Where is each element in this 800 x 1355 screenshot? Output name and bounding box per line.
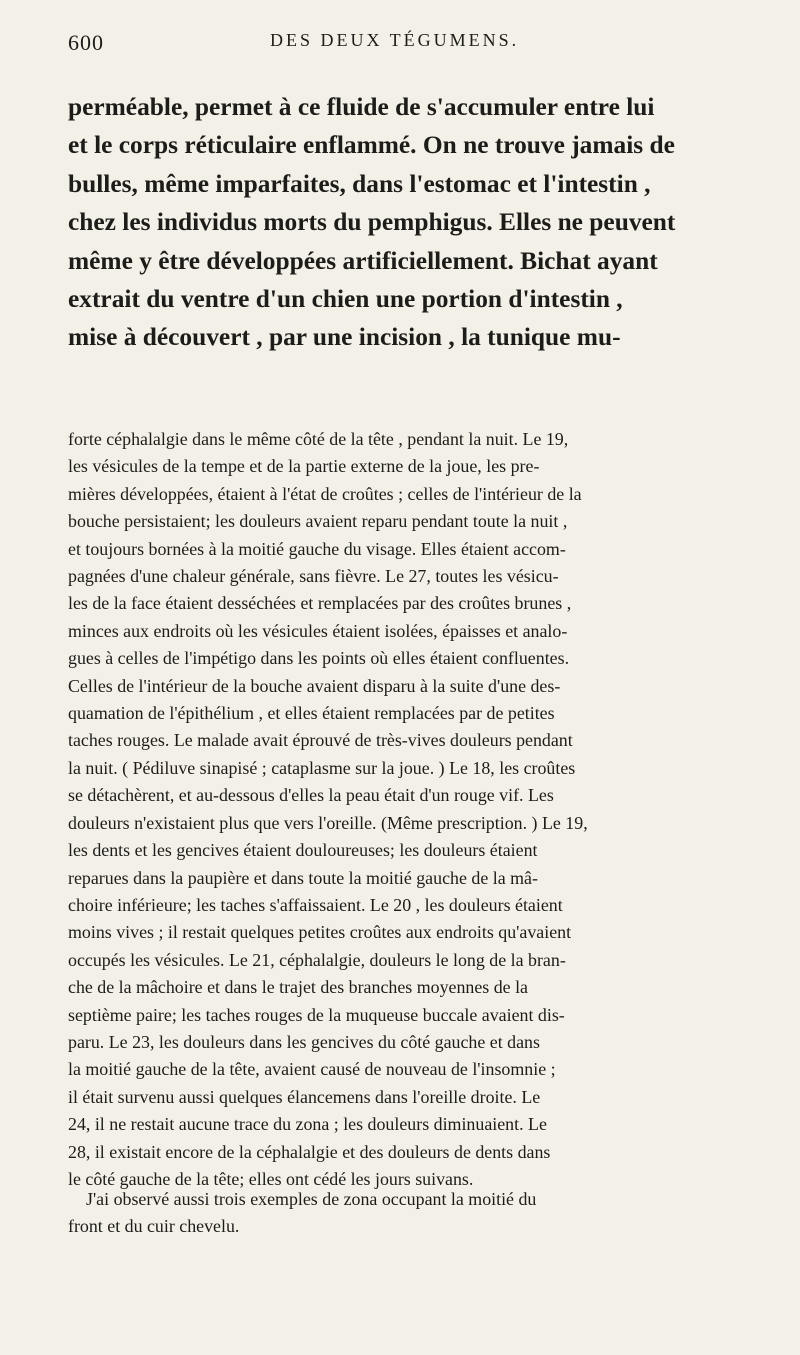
text-line: moins vives ; il restait quelques petites croûtes aux endroits qu'avaient	[68, 922, 572, 943]
text-line: minces aux endroits où les vésicules étaient isolées, épaisses et analo-	[68, 620, 568, 641]
text-line: forte céphalalgie dans le même côté de la tête , pendant la nuit. Le 19,	[68, 429, 569, 449]
text-line: chez les individus morts du pemphigus. Elles ne peuvent	[68, 208, 676, 237]
text-line: reparues dans la paupière et dans toute la moitié gauche de la mâ-	[68, 867, 538, 888]
text-line: les vésicules de la tempe et de la partie externe de la joue, les pre-	[68, 456, 540, 477]
page-header	[68, 24, 768, 64]
text-line: Celles de l'intérieur de la bouche avaient disparu à la suite d'une des-	[68, 675, 561, 696]
text-line: la moitié gauche de la tête, avaient causé de nouveau de l'insomnie ;	[68, 1059, 556, 1080]
text-line: front et du cuir chevelu.	[68, 1216, 240, 1237]
text-line: douleurs n'existaient plus que vers l'oreille. (Même prescription. ) Le 19,	[68, 812, 588, 833]
text-line: même y être développées artificiellement. Bichat ayant	[68, 246, 658, 275]
closing-paragraph	[68, 1186, 780, 1241]
text-line: bulles, même imparfaites, dans l'estomac et l'intestin ,	[68, 169, 651, 198]
text-line: les dents et les gencives étaient douloureuses; les douleurs étaient	[68, 840, 538, 861]
page-number: 600	[68, 30, 104, 55]
text-line: gues à celles de l'impétigo dans les points où elles étaient confluentes.	[68, 648, 570, 669]
text-line: pagnées d'une chaleur générale, sans fièvre. Le 27, toutes les vésicu-	[68, 566, 559, 587]
text-line: bouche persistaient; les douleurs avaient reparu pendant toute la nuit ,	[68, 511, 568, 532]
text-line: septième paire; les taches rouges de la muqueuse buccale avaient dis-	[68, 1004, 565, 1025]
text-line: 24, il ne restait aucune trace du zona ; les douleurs diminuaient. Le	[68, 1114, 547, 1135]
text-line: et toujours bornées à la moitié gauche du visage. Elles étaient accom-	[68, 538, 566, 559]
text-line: et le corps réticulaire enflammé. On ne trouve jamais de	[68, 131, 675, 160]
text-line: paru. Le 23, les douleurs dans les gencives du côté gauche et dans	[68, 1031, 540, 1052]
text-line: 28, il existait encore de la céphalalgie et des douleurs de dents dans	[68, 1141, 551, 1162]
text-line: les de la face étaient desséchées et remplacées par des croûtes brunes ,	[68, 593, 572, 614]
text-line: mières développées, étaient à l'état de croûtes ; celles de l'intérieur de la	[68, 483, 582, 504]
text-line: che de la mâchoire et dans le trajet des branches moyennes de la	[68, 977, 528, 998]
text-line: J'ai observé aussi trois exemples de zona occupant la moitié du	[86, 1189, 537, 1209]
running-head: DES DEUX TÉGUMENS.	[270, 30, 520, 50]
text-line: choire inférieure; les taches s'affaissaient. Le 20 , les douleurs étaient	[68, 894, 563, 915]
text-line: mise à découvert , par une incision , la tunique mu-	[68, 323, 621, 352]
text-line: perméable, permet à ce fluide de s'accumuler entre lui	[68, 93, 655, 121]
text-line: la nuit. ( Pédiluve sinapisé ; cataplasme sur la joue. ) Le 18, les croûtes	[68, 757, 576, 778]
main-paragraph	[68, 88, 780, 357]
text-line: le côté gauche de la tête; elles ont cédé les jours suivans.	[68, 1168, 474, 1189]
text-line: il était survenu aussi quelques élancemens dans l'oreille droite. Le	[68, 1086, 541, 1107]
text-line: se détachèrent, et au-dessous d'elles la peau était d'un rouge vif. Les	[68, 785, 554, 806]
text-line: occupés les vésicules. Le 21, céphalalgie, douleurs le long de la bran-	[68, 949, 566, 970]
text-line: extrait du ventre d'un chien une portion d'intestin ,	[68, 285, 623, 314]
observation-paragraph	[68, 426, 780, 1193]
text-line: taches rouges. Le malade avait éprouvé de très-vives douleurs pendant	[68, 730, 573, 751]
text-line: quamation de l'épithélium , et elles étaient remplacées par de petites	[68, 703, 555, 724]
